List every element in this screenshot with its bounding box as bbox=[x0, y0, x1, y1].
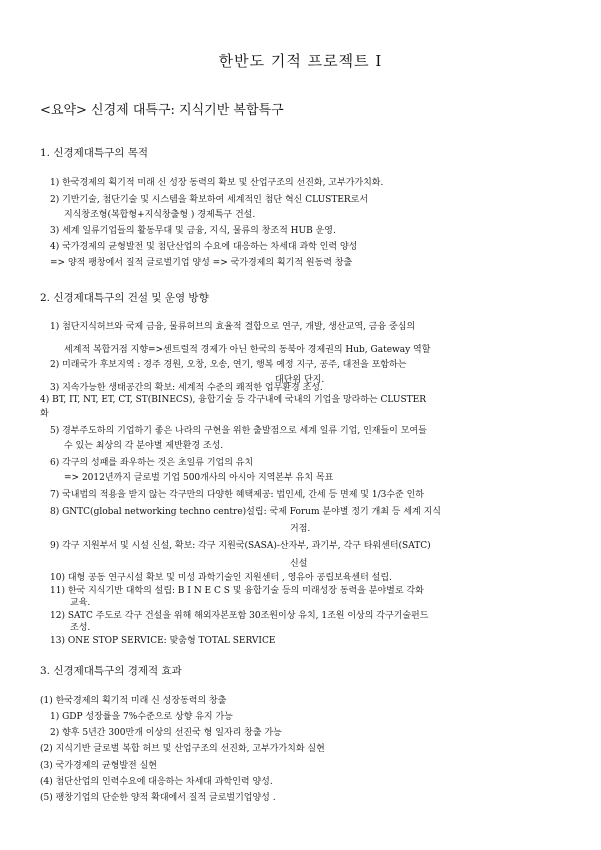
s2-item-3: 3) 지속가능한 생태공간의 확보: 세계적 수준의 쾌적한 업무환경 조성. bbox=[50, 383, 323, 393]
s2-item-6: 6) 각구의 성패를 좌우하는 것은 초일류 기업의 유치 bbox=[50, 458, 254, 468]
s2-item-9: 9) 각구 지원부서 및 시설 신설, 확보: 각구 지원국(SASA)-산자부, 과기부, 각구 타워센터(SATC) bbox=[50, 541, 431, 551]
document-title: 한반도 기적 프로젝트 I bbox=[218, 52, 383, 70]
section-3-heading: 3. 신경제대특구의 경제적 효과 bbox=[40, 665, 182, 677]
s1-item-2: 2) 기반기술, 첨단기술 및 시스템을 확보하여 세계적인 첨단 혁신 CLUSTER로서 bbox=[50, 195, 369, 205]
section-2-heading: 2. 신경제대특구의 건설 및 운영 방향 bbox=[40, 292, 209, 304]
s2-item-5-cont: 수 있는 최상의 각 분야별 제반환경 조성. bbox=[64, 441, 224, 451]
s1-item-5: => 양적 팽창에서 질적 글로벌기업 양성 => 국가경제의 획기적 원동력 창출 bbox=[50, 258, 353, 268]
section-1-heading: 1. 신경제대특구의 목적 bbox=[40, 147, 148, 159]
s3-item-3: (3) 국가경제의 균형발전 실현 bbox=[40, 761, 157, 771]
s1-item-1: 1) 한국경제의 획기적 미래 신 성장 동력의 확보 및 산업구조의 선진화, 고부가가치화. bbox=[50, 178, 384, 188]
s2-item-12: 12) SATC 주도로 각구 건설을 위해 해외자본포함 30조원이상 유치, 1조원 이상의 각구기술펀드 bbox=[50, 611, 429, 621]
s3-item-5: (5) 팽창기업의 단순한 양적 확대에서 질적 글로벌기업양성 . bbox=[40, 793, 276, 803]
s2-item-8: 8) GNTC(global networking techno centre)설립: 국제 Forum 분야별 정기 개최 등 세계 지식 bbox=[50, 507, 442, 517]
s2-item-12-cont: 조성. bbox=[70, 623, 91, 633]
document-subtitle: <요약> 신경제 대특구: 지식기반 복합특구 bbox=[40, 103, 284, 118]
s3-item-1-2: 2) 향후 5년간 300만개 이상의 선진국 형 일자리 창출 가능 bbox=[50, 728, 282, 738]
s1-item-3: 3) 세계 일류기업들의 활동무대 및 금융, 지식, 물류의 창조적 HUB 운영. bbox=[50, 226, 336, 236]
s2-item-11-cont: 교육. bbox=[70, 598, 91, 608]
s1-item-4: 4) 국가경제의 균형발전 및 첨단산업의 수요에 대응하는 차세대 과학 인력 양성 bbox=[50, 242, 358, 252]
s2-item-13: 13) ONE STOP SERVICE: 맞춤형 TOTAL SERVICE bbox=[50, 636, 276, 646]
s2-item-7: 7) 국내법의 적용을 받지 않는 각구만의 다양한 혜택제공: 법인세, 간세 등 면제 및 1/3수준 인하 bbox=[50, 490, 424, 500]
s3-item-4: (4) 첨단산업의 인력수요에 대응하는 차세대 과학인력 양성. bbox=[40, 777, 273, 787]
s2-item-1: 1) 첨단지식허브와 국제 금융, 물류허브의 효율적 결합으로 연구, 개발, 생산교역, 금융 중심의 bbox=[50, 322, 416, 332]
s2-item-10: 10) 대형 공동 연구시설 확보 및 미성 과학기술인 지원센터 , 영유아 공립보육센터 설립. bbox=[50, 573, 392, 583]
s2-item-2-cont: 대단위 단지. bbox=[275, 375, 325, 385]
s3-item-1: (1) 한국경제의 획기적 미래 신 성장동력의 창출 bbox=[40, 696, 227, 706]
s3-item-2: (2) 지식기반 글로벌 복합 허브 및 산업구조의 선진화, 고부가가치화 실현 bbox=[40, 744, 325, 754]
s2-item-4-cont: 화 bbox=[40, 409, 49, 419]
s3-item-1-1: 1) GDP 성장률을 7%수준으로 상향 유지 가능 bbox=[50, 712, 233, 722]
s2-item-2: 2) 미래국가 후보지역 : 경주 경원, 오창, 오송, 연기, 행복 예정 지구, 공주, 대전을 포함하는 bbox=[50, 360, 407, 370]
s2-item-1-cont: 세계적 복합거점 지향=>센트럴적 경제가 아닌 한국의 동북아 경제권의 Hub, Gateway 역할 bbox=[64, 345, 431, 355]
s1-item-2-cont: 지식창조형(복합형+지식창출형 ) 경제특구 건설. bbox=[64, 210, 256, 220]
s2-item-6-cont: => 2012년까지 글로벌 기업 500개사의 아시아 지역본부 유치 목표 bbox=[64, 473, 334, 483]
s2-item-5: 5) 경부주도하의 기업하기 좋은 나라의 구현을 위한 출발점으로 세계 일류 기업, 인재들이 모여들 bbox=[50, 426, 427, 436]
s2-item-9-cont: 신설 bbox=[290, 559, 308, 569]
s2-item-8-cont: 거점. bbox=[290, 524, 311, 534]
s2-item-11: 11) 한국 지식기반 대학의 설립: B I N E C S 및 융합기술 등의 미래성장 동력을 분야별로 각화 bbox=[50, 586, 424, 596]
s2-item-4: 4) BT, IT, NT, ET, CT, ST(BINECS), 융합기술 등 각구내에 국내의 기업을 망라하는 CLUSTER bbox=[40, 395, 427, 405]
